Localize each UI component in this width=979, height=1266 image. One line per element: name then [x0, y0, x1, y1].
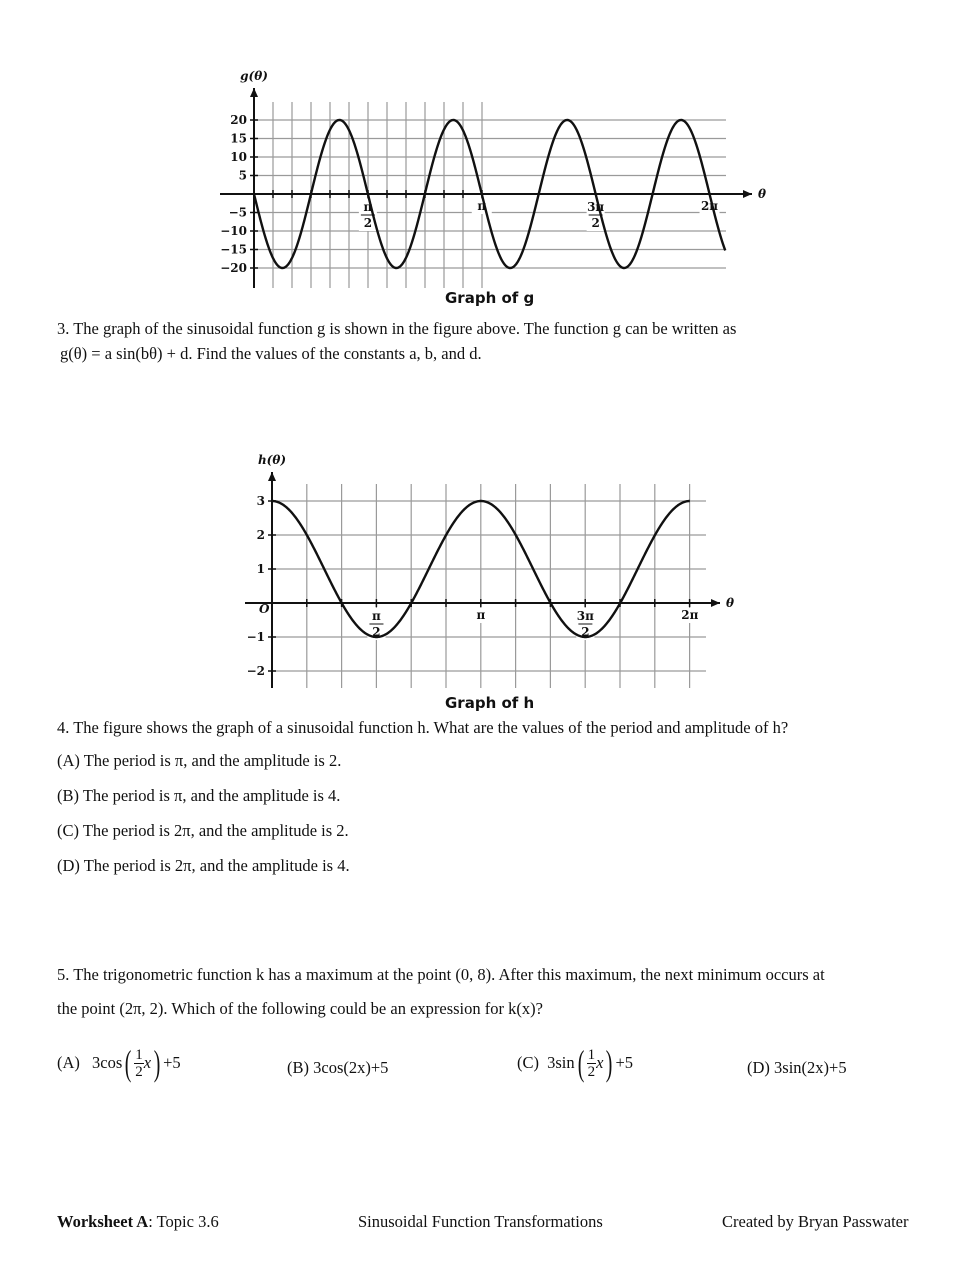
footer-left: [57, 1212, 219, 1232]
q5-choice-a-coef: 3cos: [92, 1053, 123, 1072]
y-tick-label: −2: [246, 664, 265, 678]
q5-choice-c[interactable]: (C) 3sin( $\frac{1}{2}$ x) +5: [517, 1043, 634, 1083]
q5-choice-a[interactable]: (A) 3cos( $\frac{1}{2}$ x) +5: [57, 1043, 181, 1083]
y-tick-label: −5: [228, 205, 247, 220]
x-tick-label-num: π: [372, 609, 381, 623]
x-tick-label: π: [477, 199, 487, 213]
x-tick-label-num: 3π: [587, 200, 605, 214]
x-tick-label-den: 2: [372, 625, 381, 639]
y-axis-arrow: [250, 88, 258, 97]
footer-center: Sinusoidal Function Transformations: [358, 1212, 603, 1231]
q4-choice-d[interactable]: (D) The period is 2π, and the amplitude is 4.: [57, 856, 350, 875]
q5-choice-a-frac: $\frac{1}{2}$: [135, 1046, 143, 1080]
graph-h-title: Graph of h: [445, 694, 535, 712]
y-tick-label: 20: [230, 113, 247, 127]
y-axis-arrow: [268, 472, 276, 481]
q5-choice-d-label: (D): [747, 1058, 770, 1077]
y-tick-label: −20: [220, 261, 247, 275]
x-tick-label-den: 2: [591, 216, 600, 230]
q5-choice-c-var: x: [596, 1053, 604, 1072]
q5-choice-d-expr: 3sin(2x)+5: [774, 1058, 847, 1077]
q4-choice-c[interactable]: (C) The period is 2π, and the amplitude is 2.: [57, 821, 349, 840]
y-tick-label: 2: [256, 528, 265, 542]
q3-line1: 3. The graph of the sinusoidal function g is shown in the figure above. The function g can be written as: [57, 319, 737, 338]
y-tick-label: 3: [256, 494, 265, 508]
footer-worksheet: Worksheet A: [57, 1212, 149, 1231]
q5-choice-b[interactable]: [287, 1045, 388, 1091]
y-tick-label: −10: [220, 224, 247, 238]
q5-line1: 5. The trigonometric function k has a maximum at the point (0, 8). After this maximum, the next minimum occurs at: [57, 965, 825, 984]
graph-g-title: Graph of g: [445, 289, 535, 307]
footer-topic: : Topic 3.6: [148, 1212, 219, 1231]
y-tick-label: −1: [246, 630, 265, 644]
q5-choice-b-label: (B): [287, 1058, 309, 1077]
q5-choice-d[interactable]: [747, 1045, 847, 1091]
origin-label: O: [259, 602, 270, 616]
q4-stem: 4. The figure shows the graph of a sinusoidal function h. What are the values of the period and amplitude of h?: [57, 718, 789, 737]
x-tick-label-den: 2: [581, 625, 590, 639]
x-axis-label: θ: [726, 596, 735, 610]
q5-choice-c-label: (C): [517, 1053, 539, 1072]
q5-choice-a-label: (A): [57, 1053, 80, 1072]
x-tick-label: 2π: [700, 199, 719, 213]
y-tick-label: 15: [230, 131, 247, 146]
q5-line2: the point (2π, 2). Which of the following could be an expression for k(x)?: [57, 999, 543, 1018]
x-tick-label-num: π: [363, 200, 373, 214]
q3-line2: g(θ) = a sin(bθ) + d. Find the values of the constants a, b, and d.: [60, 344, 482, 363]
y-tick-label: 10: [230, 150, 247, 164]
x-axis-arrow: [711, 599, 720, 607]
x-axis-label: θ: [758, 187, 767, 201]
q5-choice-a-var: x: [143, 1053, 152, 1072]
q4-choice-b[interactable]: (B) The period is π, and the amplitude is 4.: [57, 786, 341, 805]
q5-choice-c-frac: $\frac{1}{2}$: [587, 1046, 596, 1080]
q5-choice-b-expr: 3cos(2x)+5: [313, 1058, 389, 1077]
footer-right: Created by Bryan Passwater: [722, 1212, 909, 1231]
y-tick-label: 1: [256, 562, 265, 576]
x-tick-label-num: 3π: [576, 609, 594, 623]
y-axis-label: h(θ): [257, 453, 287, 467]
q5-choice-a-tail: +5: [163, 1053, 181, 1072]
q5-choice-c-coef: 3sin: [547, 1053, 575, 1072]
graph-h: [230, 450, 750, 695]
x-tick-label: 2π: [681, 608, 699, 622]
q4-choice-a[interactable]: (A) The period is π, and the amplitude is 2.: [57, 751, 342, 770]
y-axis-label: g(θ): [240, 69, 268, 83]
q5-choice-c-tail: +5: [615, 1053, 634, 1072]
x-axis-arrow: [743, 190, 752, 198]
y-tick-label: 5: [238, 168, 247, 183]
x-tick-label-den: 2: [363, 216, 373, 230]
y-tick-label: −15: [220, 242, 247, 257]
x-tick-label: π: [476, 608, 486, 622]
graph-g: [200, 60, 767, 292]
